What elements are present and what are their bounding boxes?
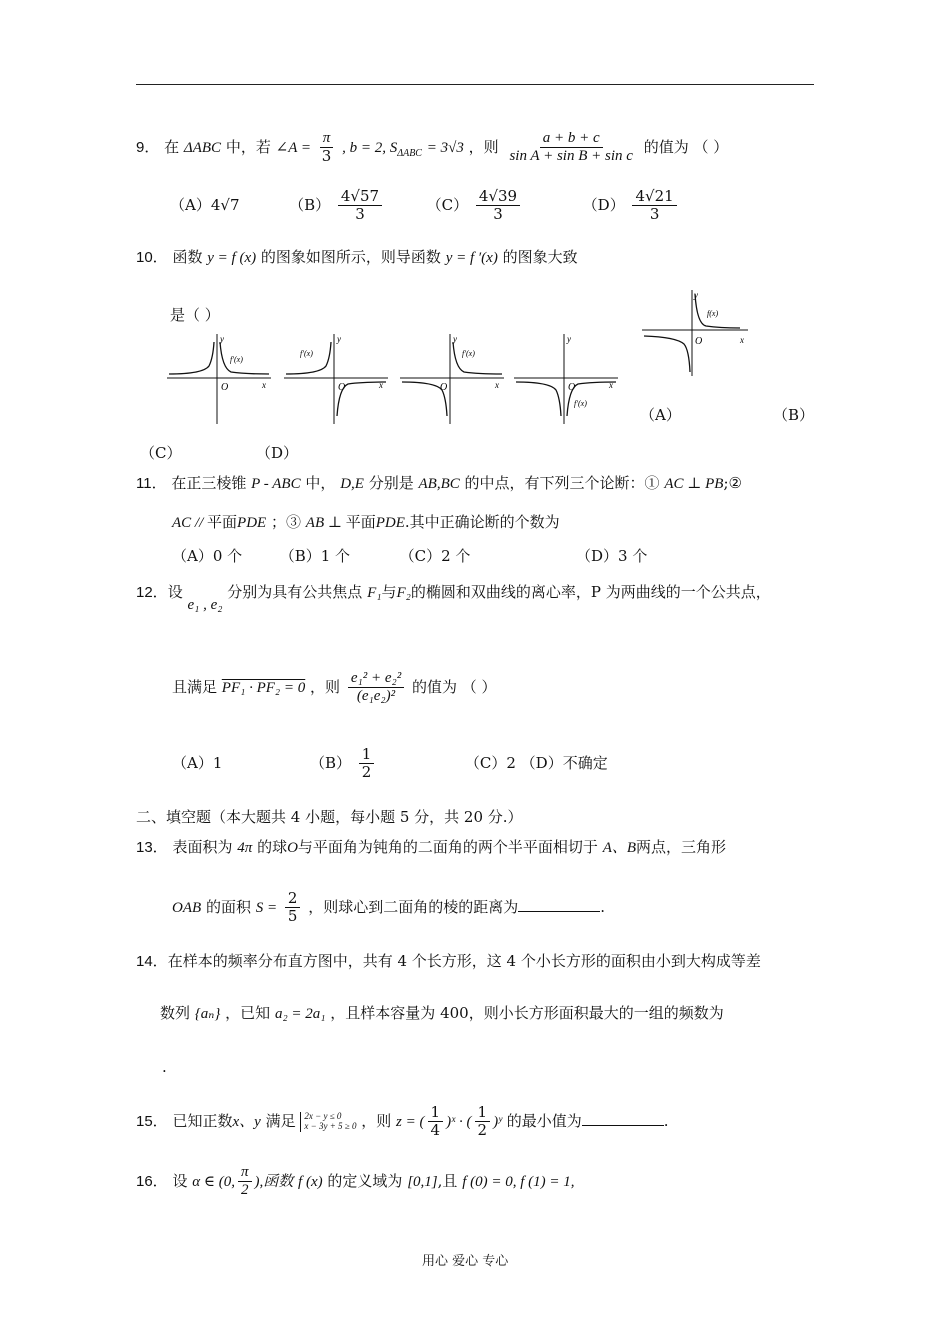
svg-text:y: y xyxy=(567,334,571,344)
svg-text:f′(x): f′(x) xyxy=(574,399,587,408)
question-9-stem: 9． 在 ΔABC 中，若 ∠A = $\frac{\pi}{3}$ , b = 2, $S_{\Delta ABC} = 3√3$ ，则 $\frac{a + b + c}{\text{sin A + sin B + sin c}}$ 的值为 （ ） xyxy=(136,130,729,166)
svg-text:y: y xyxy=(337,334,341,344)
question-14-stem: 14．在样本的频率分布直方图中，共有 4 个长方形，这 4 个小长方形的面积由小到大构成等差 xyxy=(136,952,761,970)
question-15-stem: 15． 已知正数x、y 满足 2x − y ≤ 0 x − 3y + 5 ≥ 0 ，则 z = ( $\frac{1}{4}$ )ˣ · ( $\frac{1}{2}$ )ʸ 的最小值为 . xyxy=(136,1103,669,1140)
question-12-stem-2: 且满足 PF₁ · PF₂ = 0 ，则 $\frac{\text{e₁² + e₂²}}{\text{(e₁e₂)²}}$ 的值为 （ ） xyxy=(172,670,497,705)
graph-option-4 xyxy=(512,330,622,426)
question-13-stem: 13． 表面积为 4π 的球O与平面角为钝角的二面角的两个半平面相切于 A、B两点，三角形 xyxy=(136,838,727,856)
question-16-stem: 16． 设 α ∈ (0, $\frac{\pi}{2}$ ),函数 f (x) 的定义域为 [0,1],且 f (0) = 0, f (1) = 1, xyxy=(136,1164,575,1199)
svg-text:f′(x): f′(x) xyxy=(462,349,475,358)
svg-text:f(x): f(x) xyxy=(707,309,719,318)
option-label-c: （C） xyxy=(140,444,182,462)
question-13-stem-2: OAB 的面积 S = $\frac{2}{5}$ ，则球心到二面角的棱的距离为 . xyxy=(172,889,606,926)
option-label-d: （D） xyxy=(256,444,299,462)
svg-text:f′(x): f′(x) xyxy=(230,355,243,364)
svg-text:x: x xyxy=(262,380,266,390)
constraint-system: 2x − y ≤ 0 x − 3y + 5 ≥ 0 xyxy=(300,1112,356,1132)
question-14-end: . xyxy=(162,1058,167,1076)
question-14-stem-2: 数列 {aₙ} ，已知 a₂ = 2a₁ ，且样本容量为 400，则小长方形面积最大的一组的频数为 xyxy=(160,1004,724,1022)
svg-text:f′(x): f′(x) xyxy=(300,349,313,358)
svg-text:y: y xyxy=(694,290,698,300)
svg-text:O: O xyxy=(338,382,346,393)
svg-text:y: y xyxy=(220,334,224,344)
svg-text:x: x xyxy=(495,380,499,390)
page-footer: 用心 爱心 专心 xyxy=(422,1254,509,1269)
question-11-stem: 11． 在正三棱锥 P - ABC 中， D,E 分别是 AB,BC 的中点，有下列三个论断：① AC ⊥ PB;② xyxy=(136,474,742,492)
svg-text:O: O xyxy=(695,336,703,347)
answer-blank-15[interactable] xyxy=(582,1111,664,1126)
question-11-options: （A）0 个 （B）1 个 （C）2 个 （D）3 个 xyxy=(172,547,648,565)
graph-given-fx xyxy=(640,286,752,378)
ratio-fraction: $\frac{a + b + c}{\text{sin A + sin B + sin c}}$ xyxy=(509,130,633,165)
graph-option-3 xyxy=(398,330,508,426)
option-label-a: （A） xyxy=(640,406,681,424)
question-9-options: （A）4√7 （B） $\frac{4√57}{3}$ （C） $\frac{4√39}{3}$ （D） $\frac{4√21}{3}$ xyxy=(170,188,680,224)
question-11-stem-2: AC // 平面PDE ；③ AB ⊥ 平面PDE.其中正确论断的个数为 xyxy=(172,513,560,531)
question-12-options: （A）1 （B） $\frac{1}{2}$ （C）2 （D）不确定 xyxy=(172,745,608,782)
header-rule xyxy=(136,84,814,85)
svg-text:O: O xyxy=(440,382,448,393)
option-label-b: （B） xyxy=(773,406,815,424)
svg-text:O: O xyxy=(568,382,576,393)
pi-over-3: $\frac{\pi}{3}$ xyxy=(321,130,332,166)
graph-option-2 xyxy=(282,330,392,426)
section-2-title: 二、填空题（本大题共 4 小题，每小题 5 分，共 20 分.） xyxy=(136,808,523,826)
svg-text:x: x xyxy=(740,335,744,345)
svg-text:x: x xyxy=(379,380,383,390)
graph-option-1 xyxy=(165,330,275,426)
svg-text:y: y xyxy=(453,334,457,344)
question-10-stem-2: 是（ ） xyxy=(170,306,220,324)
question-12-stem: 12．设 e₁ , e₂ 分别为具有公共焦点 F₁与F₂的椭圆和双曲线的离心率，P 为两曲线的一个公共点， xyxy=(136,583,771,613)
question-10-stem: 10． 函数 y = f (x) 的图象如图所示，则导函数 y = f ′(x) 的图象大致 xyxy=(136,248,578,266)
answer-blank-13[interactable] xyxy=(518,897,600,912)
svg-text:x: x xyxy=(609,380,613,390)
svg-text:O: O xyxy=(221,382,229,393)
